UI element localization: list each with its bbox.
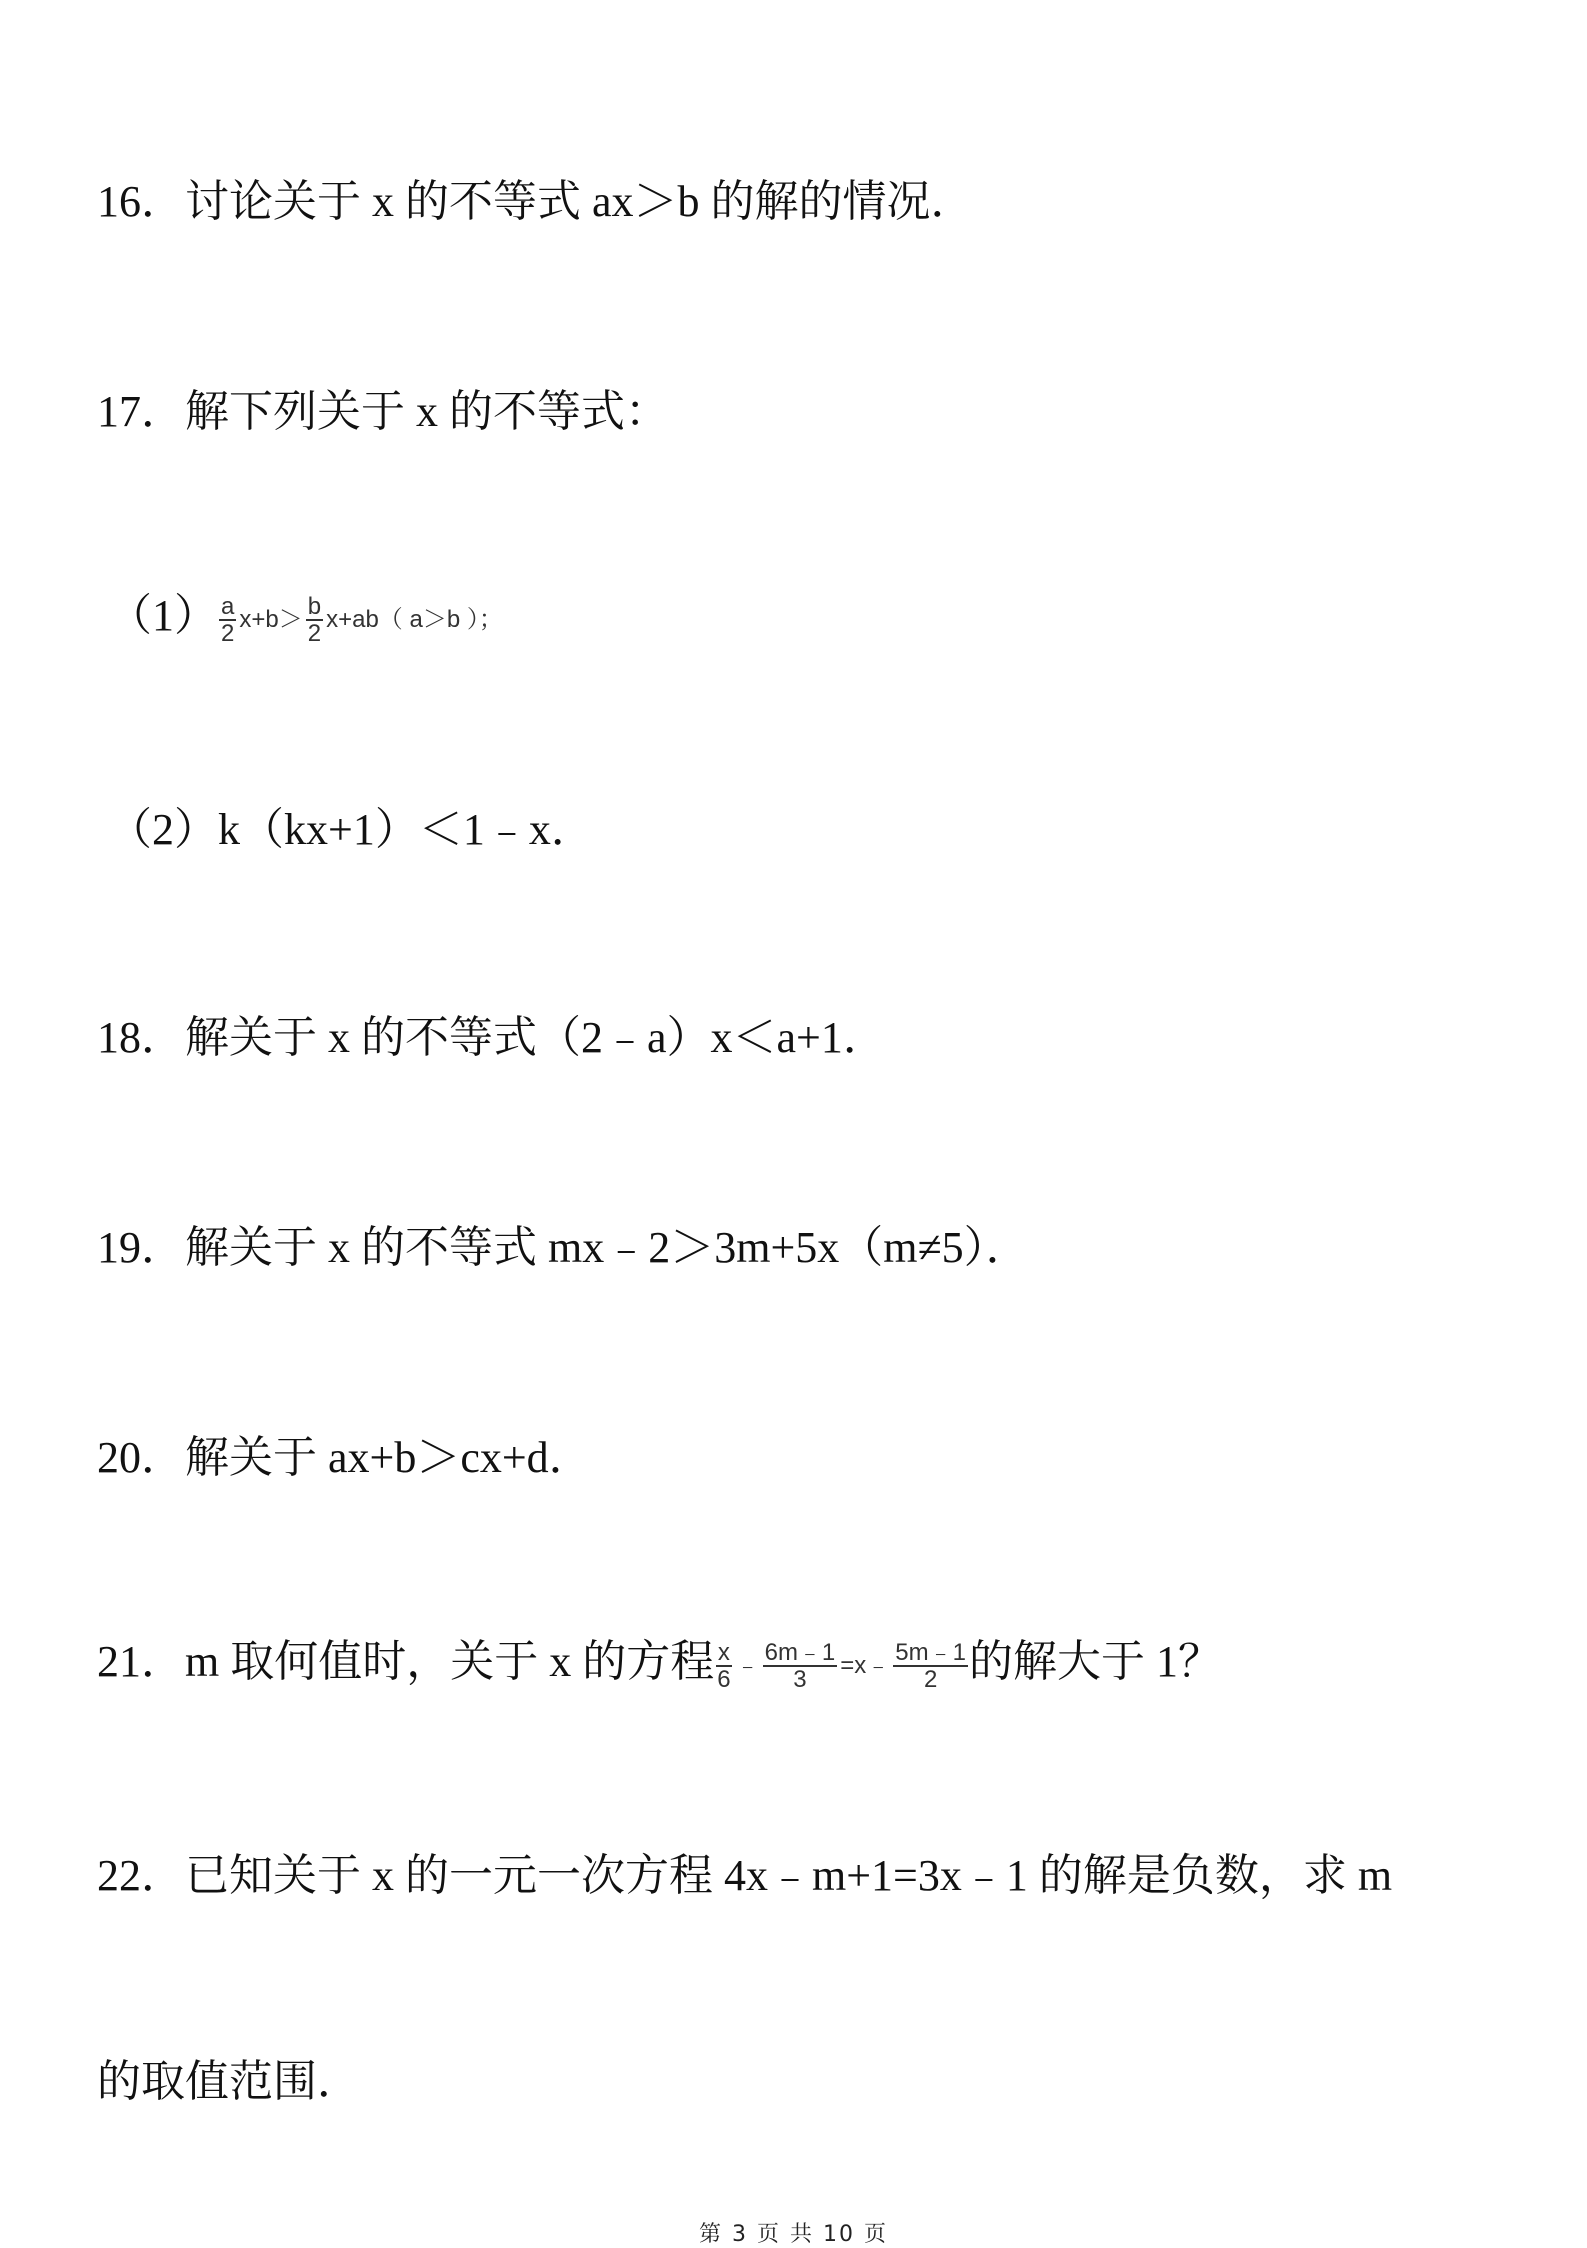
problem-17-part-2: （2）k（kx+1）＜1﹣x．	[108, 805, 595, 854]
problem-20: 20．解关于 ax+b＞cx+d．	[97, 1433, 593, 1482]
problem-22-line-2: 的取值范围．	[97, 2057, 361, 2106]
problem-21-suffix: 的解大于 1？	[968, 1637, 1222, 1686]
fraction-x-over-6: $\frac{x}{6}$	[717, 1639, 731, 1694]
problem-17-part-1	[108, 586, 505, 650]
problem-18: 18．解关于 x 的不等式（2﹣a）x＜a+1．	[97, 1013, 887, 1062]
problem-22-line-1: 22．已知关于 x 的一元一次方程 4x﹣m+1=3x﹣1 的解是负数，求 m	[97, 1851, 1393, 1900]
fraction-b-over-2: $\frac{b}{2}$	[307, 593, 322, 648]
problem-21-prefix: 21．m 取何值时，关于 x 的方程	[97, 1637, 715, 1686]
page-number-footer: 第 3 页 共 10 页	[699, 2222, 888, 2247]
problem-21	[97, 1632, 1222, 1696]
problem-19: 19．解关于 x 的不等式 mx﹣2＞3m+5x（m≠5）．	[97, 1223, 1030, 1272]
problem-17: 17．解下列关于 x 的不等式：	[97, 387, 669, 436]
problem-16: 16．讨论关于 x 的不等式 ax＞b 的解的情况．	[97, 177, 975, 226]
equation-formula: $\frac{x}{6}$ ﹣ $\frac{6m﹣1}{3}$ =x﹣ $\frac{5m﹣1}{2}$	[717, 1639, 966, 1694]
fraction-6m-1-over-3: $\frac{6m﹣1}{3}$	[764, 1639, 836, 1694]
fraction-5m-1-over-2: $\frac{5m﹣1}{2}$	[895, 1639, 966, 1694]
part-label: （1）	[108, 591, 218, 640]
inequality-formula: $\frac{a}{2}$ x+b＞ $\frac{b}{2}$ x+ab（ a＞b ）；	[221, 593, 503, 648]
fraction-a-over-2: $\frac{a}{2}$	[221, 593, 235, 648]
